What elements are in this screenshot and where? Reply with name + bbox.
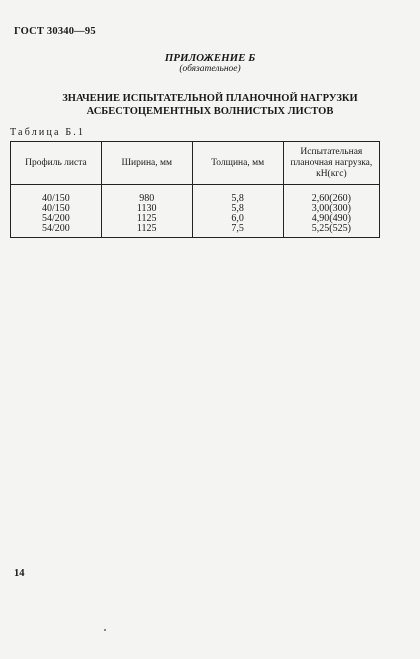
- cell-load: 2,60(260): [283, 185, 379, 205]
- cell-width: 1125: [101, 214, 192, 224]
- table-row: [11, 224, 380, 238]
- title-line-2: АСБЕСТОЦЕМЕНТНЫХ ВОЛНИСТЫХ ЛИСТОВ: [86, 106, 334, 117]
- header-profile: Профиль листа: [11, 142, 102, 185]
- document-title: [0, 92, 420, 118]
- table-row: [11, 185, 380, 205]
- cell-thickness: 7,5: [192, 224, 283, 238]
- table-label: Таблица Б.1: [10, 127, 86, 138]
- cell-load: 3,00(300): [283, 204, 379, 214]
- scan-speck: [104, 629, 106, 631]
- cell-thickness: 6,0: [192, 214, 283, 224]
- header-test-load: Испытательная планочная нагрузка, кН(кгс): [283, 142, 379, 185]
- cell-width: 1130: [101, 204, 192, 214]
- cell-profile: 40/150: [11, 185, 102, 205]
- cell-load: 4,90(490): [283, 214, 379, 224]
- appendix-title: ПРИЛОЖЕНИЕ Б: [164, 52, 256, 64]
- cell-width: 980: [101, 185, 192, 205]
- cell-thickness: 5,8: [192, 204, 283, 214]
- cell-profile: 54/200: [11, 214, 102, 224]
- cell-profile: 40/150: [11, 204, 102, 214]
- cell-thickness: 5,8: [192, 185, 283, 205]
- cell-profile: 54/200: [11, 224, 102, 238]
- cell-load: 5,25(525): [283, 224, 379, 238]
- header-thickness: Толщина, мм: [192, 142, 283, 185]
- title-line-1: ЗНАЧЕНИЕ ИСПЫТАТЕЛЬНОЙ ПЛАНОЧНОЙ НАГРУЗКИ: [62, 93, 358, 104]
- cell-width: 1125: [101, 224, 192, 238]
- appendix-subtitle: (обязательное): [179, 64, 241, 74]
- document-header: ГОСТ 30340—95: [14, 26, 96, 37]
- page-number: 14: [14, 568, 25, 579]
- header-width: Ширина, мм: [101, 142, 192, 185]
- table-header-row: [11, 142, 380, 185]
- load-values-table: [10, 141, 380, 238]
